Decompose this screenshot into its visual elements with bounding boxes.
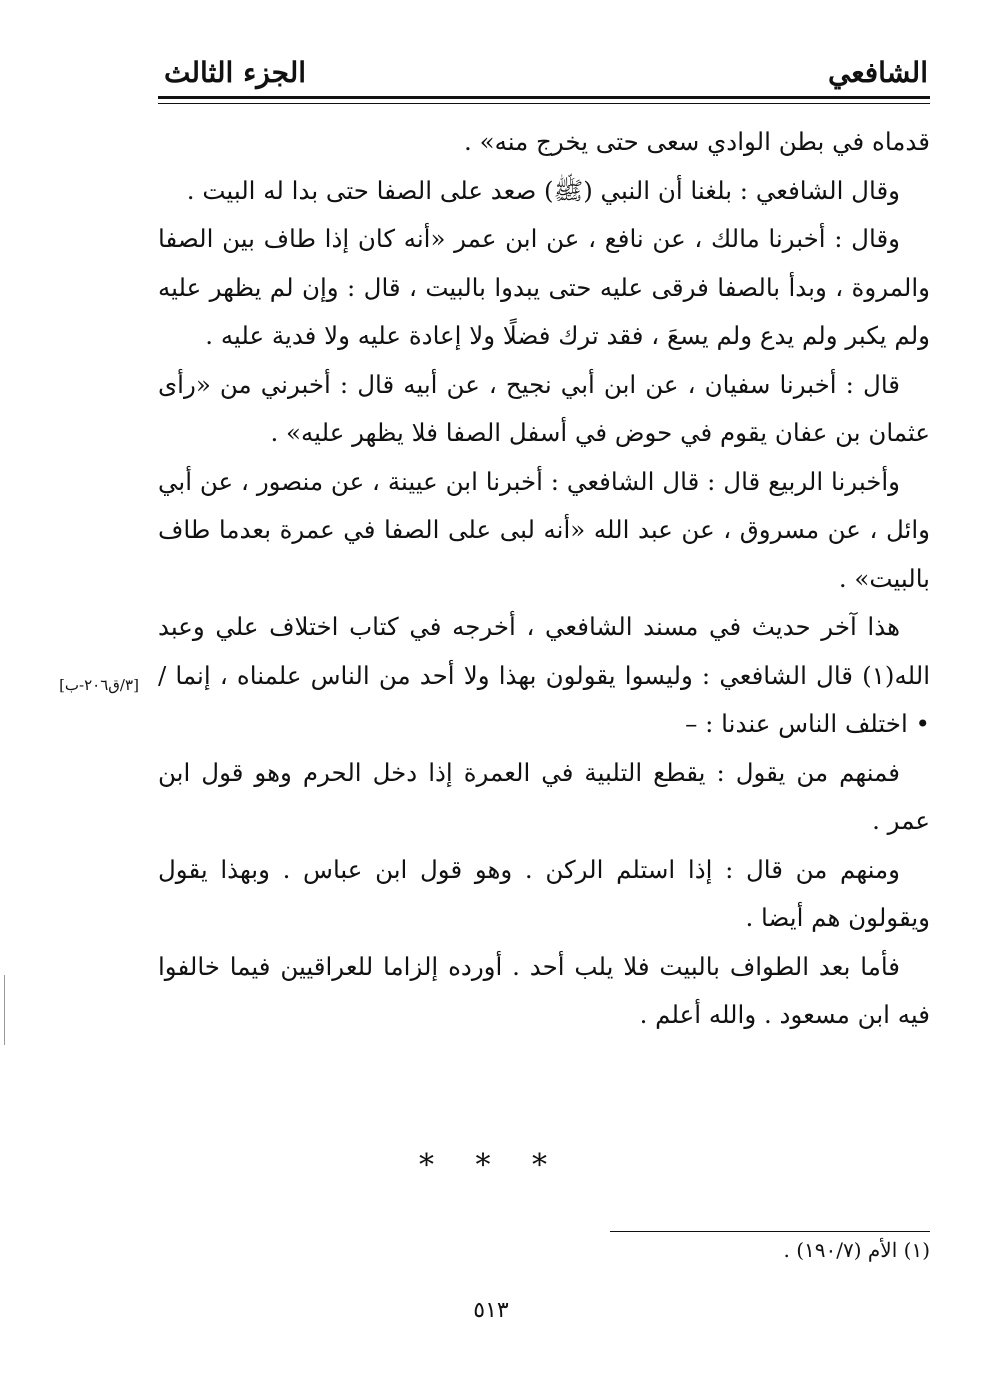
running-header bbox=[158, 48, 930, 100]
paragraph: هذا آخر حديث في مسند الشافعي ، أخرجه في كتاب اختلاف علي وعبد الله(١) قال الشافعي : وليسوا يقولون بهذا ولا أحد من الناس علمناه ، إنما / • اختلف الناس عندنا : – bbox=[158, 612, 930, 738]
paragraph: ومنهم من قال : إذا استلم الركن . وهو قول ابن عباس . وبهذا يقول ويقولون هم أيضا . bbox=[158, 854, 930, 932]
book-title: الشافعي bbox=[827, 56, 928, 89]
volume-title: الجزء الثالث bbox=[164, 56, 307, 89]
paragraph: وأخبرنا الربيع قال : قال الشافعي : أخبرنا ابن عيينة ، عن منصور ، عن أبي وائل ، عن مسروق ، عن عبد الله «أنه لبى على الصفا في عمرة بعدما طاف بالبيت» . bbox=[158, 466, 930, 593]
paragraph: قدماه في بطن الوادي سعى حتى يخرج منه» . bbox=[464, 127, 930, 156]
main-text bbox=[158, 118, 930, 1040]
header-rule-thick bbox=[158, 96, 930, 99]
section-separator: * * * bbox=[418, 1148, 564, 1183]
footnote-rule bbox=[610, 1231, 930, 1232]
header-rule-thin bbox=[158, 103, 930, 104]
paragraph: وقال : أخبرنا مالك ، عن نافع ، عن ابن عمر «أنه كان إذا طاف بين الصفا والمروة ، وبدأ بالصفا فرقى عليه حتى يبدوا بالبيت ، قال : وإن لم يظهر عليه ولم يكبر ولم يدع ولم يسعَ ، فقد ترك فضلًا ولا إعادة عليه ولا فدية عليه . bbox=[158, 224, 930, 350]
paragraph: قال : أخبرنا سفيان ، عن ابن أبي نجيح ، عن أبيه قال : أخبرني من «رأى عثمان بن عفان يقوم في حوض في أسفل الصفا فلا يظهر عليه» . bbox=[158, 369, 930, 447]
footnote: (١) الأم (١٩٠/٧) . bbox=[783, 1238, 930, 1262]
scan-edge-mark bbox=[4, 975, 5, 1045]
manuscript-folio-note: [٣/ق٢٠٦-ب] bbox=[59, 676, 139, 694]
paragraph: فمنهم من يقول : يقطع التلبية في العمرة إذا دخل الحرم وهو قول ابن عمر . bbox=[158, 757, 930, 835]
paragraph: وقال الشافعي : بلغنا أن النبي (ﷺ) صعد على الصفا حتى بدا له البيت . bbox=[186, 175, 900, 205]
page-number: ٥١٣ bbox=[473, 1298, 509, 1323]
paragraph: فأما بعد الطواف بالبيت فلا يلب أحد . أورده إلزاما للعراقيين فيما خالفوا فيه ابن مسعود . والله أعلم . bbox=[158, 951, 930, 1029]
